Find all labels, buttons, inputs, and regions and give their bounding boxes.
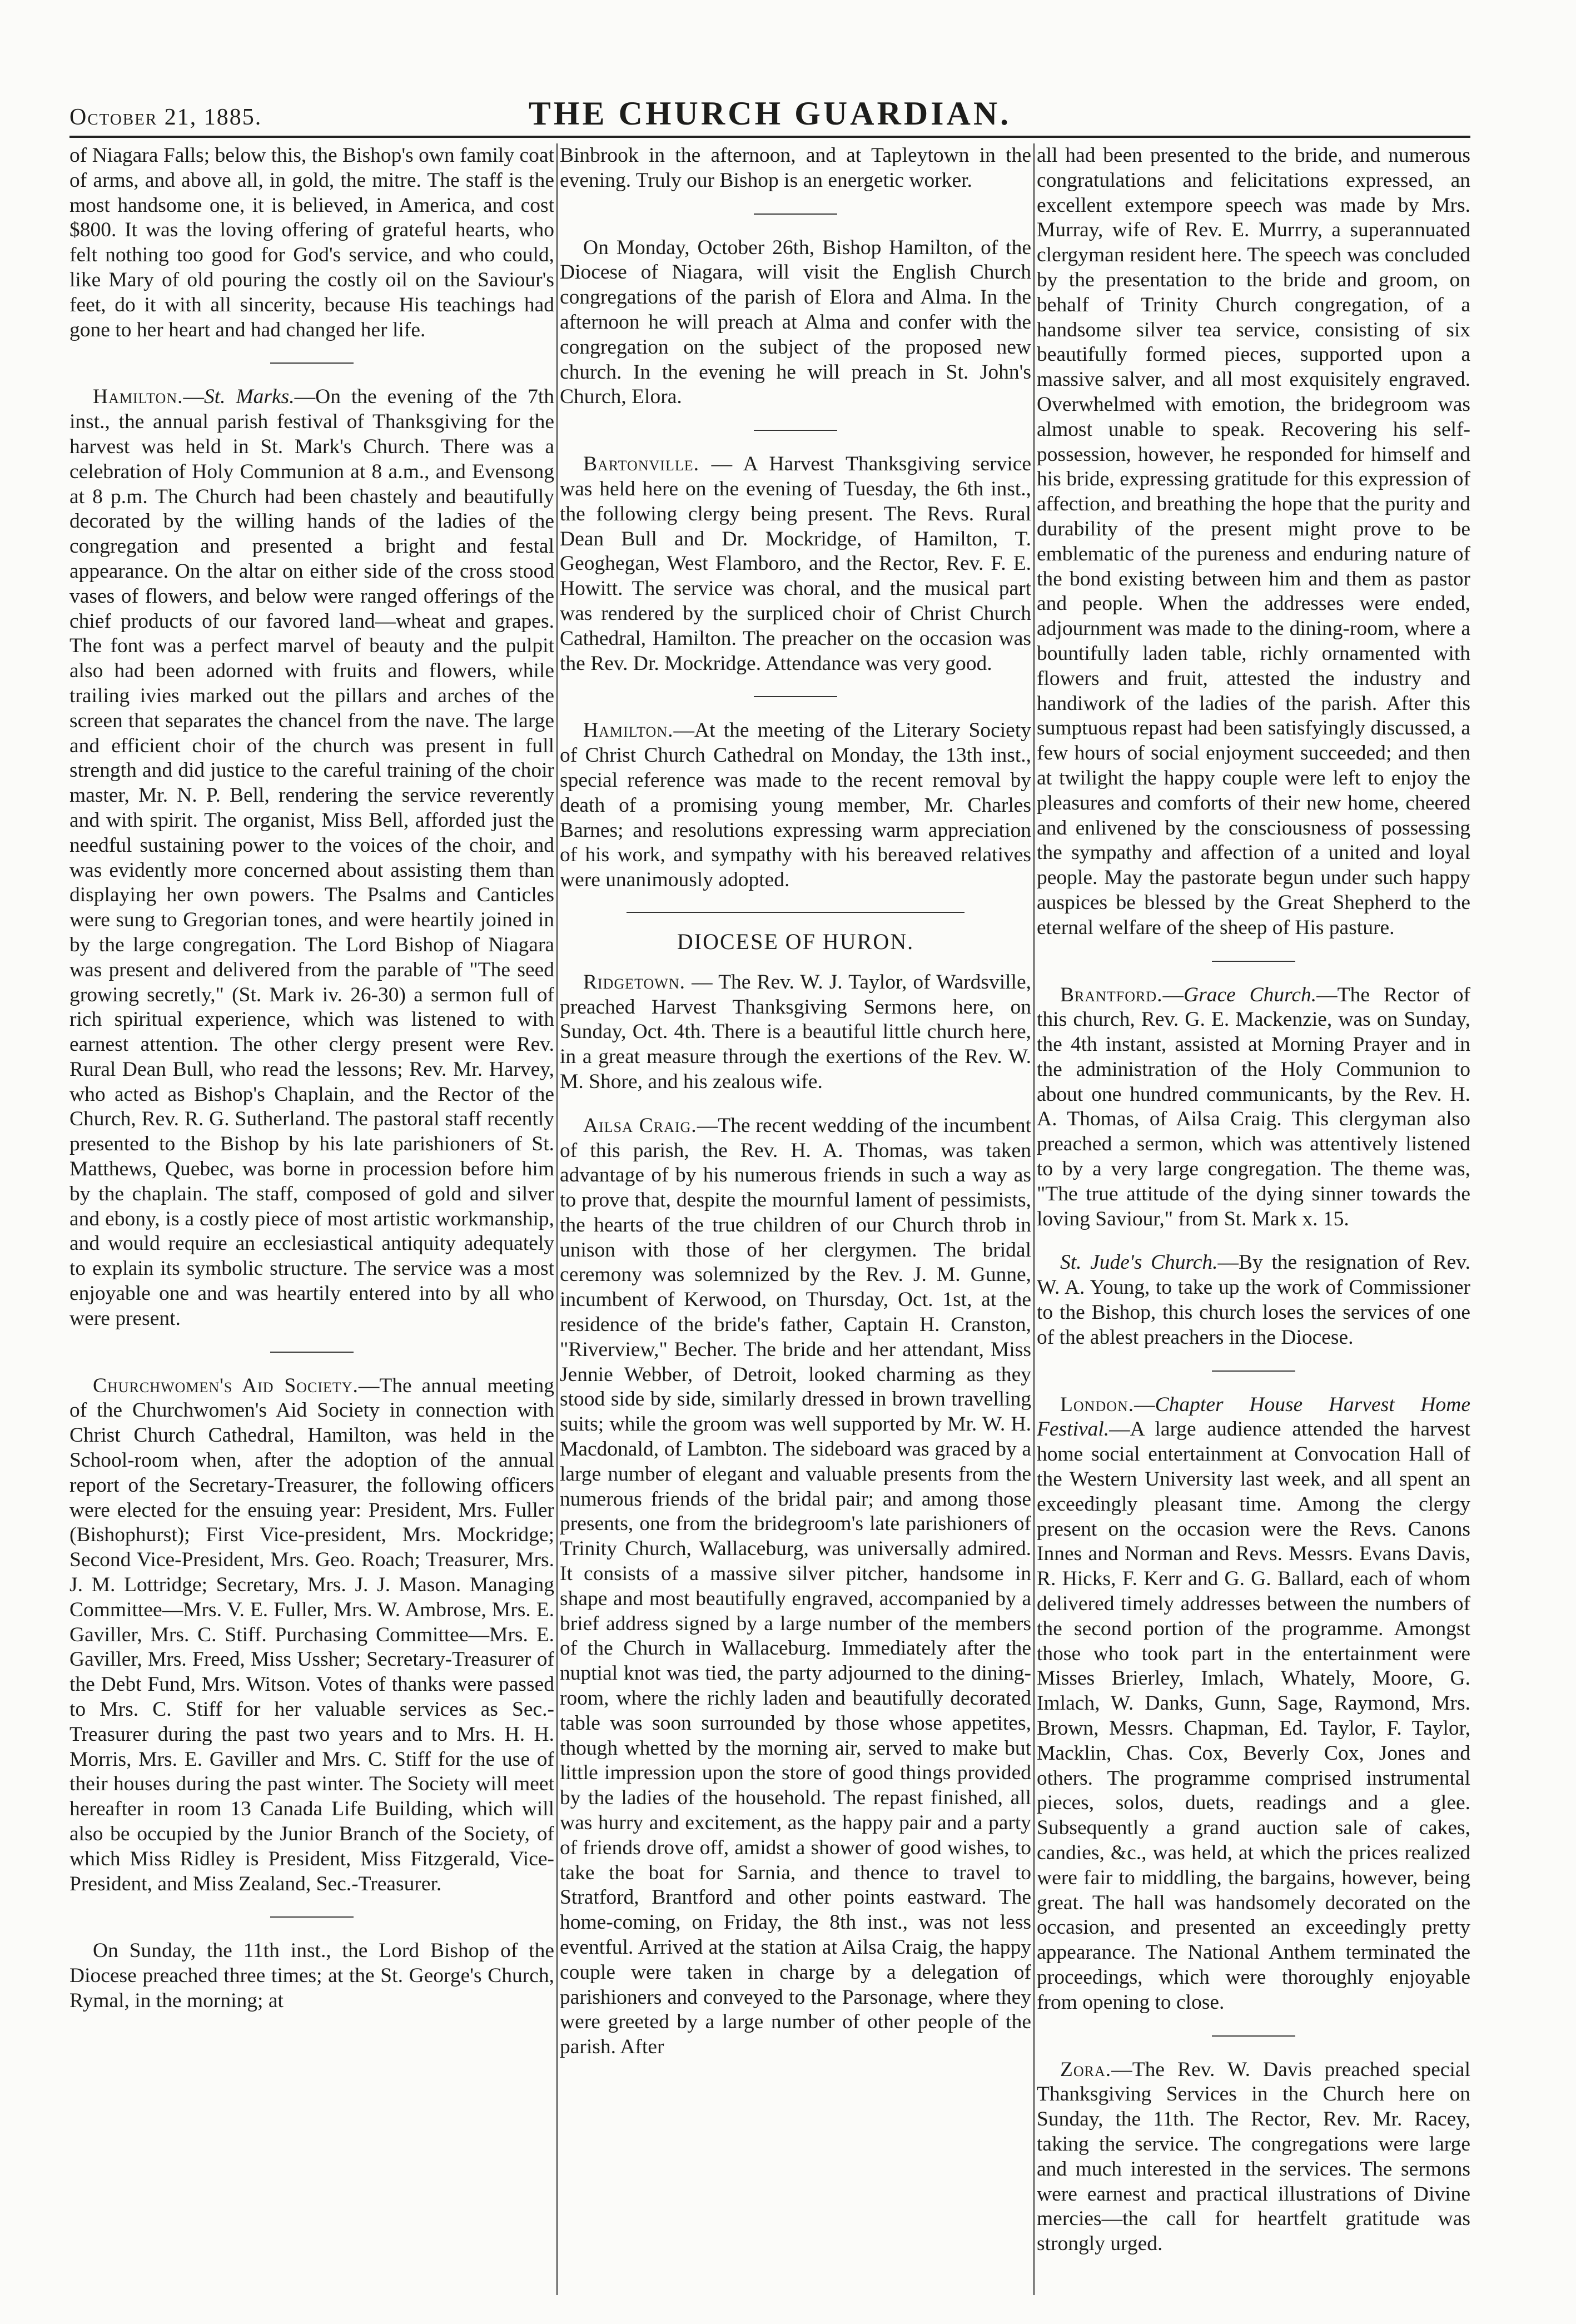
article-text: The recent wedding of the incumbent of this parish, the Rev. H. A. Thomas, was taken advantage of by his numerous friends in such a way as to prove that, despite the mournful lament of pessimists, the hearts of the true children of our Church throb in unison with those of her clergymen. The bridal ceremony was solemnized by the Rev. J. M. Gunne, incumbent of Kerwood, on Thursday, Oct. 1st, at the residence of the bride's father, Captain H. Cranston, "Riverview," Becher. The bride and her attendant, Miss Jennie Webber, of Detroit, looked charming as they stood side by side, similarly dressed in brown travelling suits; while the groom was well supported by Mr. W. H. Macdonald, of Lambton. The sideboard was graced by a large number of elegant and valuable presents from the numerous friends of the bridal pair; and among those presents, one from the bridegroom's late parishioners of Trinity Church, Wallaceburg, was universally admired. It consists of a massive silver pitcher, handsome in shape and most beautifully engraved, accompanied by a brief address signed by a large number of the members of the Church in Wallaceburg. Immediately after the nuptial knot was tied, the party adjourned to the dining-room, where the richly laden and beautifully decorated table was soon surrounded by those whose appetites, though whetted by the morning air, served to make but little impression upon the store of good things provided by the ladies of the household. The repast finished, all was hurry and excitement, as the happy pair and a party of friends drove off, amidst a shower of good wishes, to take the boat for Sarnia, and thence to travel to Stratford, Brantford and other points eastward. The home-coming, on Friday, the 8th inst., was not less eventful. Arrived at the station at Ailsa Craig, the happy couple were taken in charge by a delegation of parishioners and conveyed to the Parsonage, where they were greeted by a large number of other people of the parish. After	[560, 1114, 1031, 2059]
article-paragraph: London.—Chapter House Harvest Home Festival.—A large audience attended the harvest home social entertainment at Convocation Hall of the Western University last week, and all spent an exceedingly pleasant time. Among the clergy present on the occasion were the Revs. Canons Innes and Norman and Revs. Messrs. Evans Davis, R. Hicks, F. Kerr and G. G. Ballard, each of whom delivered timely addresses between the numbers of the second portion of the programme. Amongst those who took part in the entertainment were Misses Brierley, Imlach, Whately, Moore, G. Imlach, W. Danks, Gunn, Sage, Raymond, Mrs. Brown, Messrs. Chapman, Ed. Taylor, F. Taylor, Macklin, Chas. Cox, Beverly Cox, Jones and others. The programme comprised instrumental pieces, solos, duets, readings and a glee. Subsequently a grand auction sale of cakes, candies, &c., was held, at which the prices realized were fair to middling, the bargains, however, being great. The hall was handsomely decorated on the occasion, and presented an exceedingly pretty appearance. The National Anthem terminated the proceedings, which were thoroughly enjoyable from opening to close.	[1037, 1393, 1470, 2014]
issue-date: October 21, 1885.	[69, 105, 262, 130]
church-lead: Grace Church.	[1184, 983, 1317, 1006]
separator-rule	[270, 362, 354, 364]
article-text: A large audience attended the harvest home social entertainment at Convocation Hall of the Western University last week, and all spent an exceedingly pleasant time. Among the clergy present on the occasion were the Revs. Canons Innes and Norman and Revs. Messrs. Evans Davis, R. Hicks, F. Kerr and G. G. Ballard, each of whom delivered timely addresses between the numbers of the second portion of the programme. Amongst those who took part in the entertainment were Misses Brierley, Imlach, Whately, Moore, G. Imlach, W. Danks, Gunn, Sage, Raymond, Mrs. Brown, Messrs. Chapman, Ed. Taylor, F. Taylor, Macklin, Chas. Cox, Beverly Cox, Jones and others. The programme comprised instrumental pieces, solos, duets, readings and a glee. Subsequently a grand auction sale of cakes, candies, &c., was held, at which the prices realized were fair to middling, the bargains, however, being great. The hall was handsomely decorated on the occasion, and presented an exceedingly pretty appearance. The National Anthem terminated the proceedings, which were thoroughly enjoyable from opening to close.	[1037, 1418, 1470, 2014]
article-text: The Rev. W. J. Taylor, of Wardsville, preached Harvest Thanksgiving Sermons here, on Sunday, Oct. 4th. There is a beautiful little church here, in a great measure through the exertions of the Rev. W. M. Shore, and his zealous wife.	[560, 970, 1031, 1093]
place-lead: Bartonville.	[583, 453, 699, 476]
section-heading: DIOCESE OF HURON.	[677, 928, 914, 954]
place-lead: Hamilton.	[93, 385, 183, 409]
article-text: On the evening of the 7th inst., the annual parish festival of Thanksgiving for the harvest was held in St. Mark's Church. There was a celebration of Holy Communion at 8 a.m., and Evensong at 8 p.m. The Church had been chastely and beautifully decorated by the willing hands of the ladies of the congregation and presented a bright and festal appearance. On the altar on either side of the cross stood vases of flowers, and below were ranged offerings of the chief products of our favored land—wheat and grapes. The font was a perfect marvel of beauty and the pulpit also had been adorned with fruits and flowers, while trailing ivies marked out the pillars and arches of the screen that separates the chancel from the nave. The large and efficient choir of the church was present in full strength and did justice to the careful training of the choir master, Mr. N. P. Bell, rendering the service reverently and with spirit. The organist, Miss Bell, afforded just the needful sustaining power to the voices of the choir, and was evidently more concerned about assisting them than displaying her own powers. The Psalms and Canticles were sung to Gregorian tones, and were heartily joined in by the large congregation. The Lord Bishop of Niagara was present and delivered from the parable of "The seed growing secretly," (St. Mark iv. 26-30) a sermon full of rich spiritual experience, which was listened to with earnest attention. The other clergy present were Rev. Rural Dean Bull, who read the lessons; Rev. Mr. Harvey, who acted as Bishop's Chaplain, and the Rector of the Church, Rev. R. G. Sutherland. The pastoral staff recently presented to the Bishop by his late parishioners of St. Matthews, Quebec, was borne in procession before him by the chaplain. The staff, composed of gold and silver and ebony, is a costly piece of most artistic workmanship, and would require an ecclesiastical antiquity adequately to explain its symbolic structure. The service was a most enjoyable one and was heartily entered into by all who were present.	[69, 385, 554, 1330]
column-3	[1037, 143, 1470, 2295]
article-paragraph: Brantford.—Grace Church.—The Rector of this church, Rev. G. E. Mackenzie, was on Sunday, the 4th instant, assisted at Morning Prayer and in the administration of the Holy Communion to about one hundred communicants, by the Rev. H. A. Thomas, of Ailsa Craig. This clergyman also preached a sermon, which was attentively listened to by a very large congregation. The theme was, "The true attitude of the dying sinner towards the loving Saviour," from St. Mark x. 15.	[1037, 983, 1470, 1230]
church-lead: St. Marks.	[203, 385, 295, 409]
article-paragraph: Ridgetown. — The Rev. W. J. Taylor, of Wardsville, preached Harvest Thanksgiving Sermons here, on Sunday, Oct. 4th. There is a beautiful little church here, in a great measure through the exertions of the Rev. W. M. Shore, and his zealous wife.	[560, 970, 1031, 1093]
article-text: A Harvest Thanksgiving service was held here on the evening of Tuesday, the 6th inst., the following clergy being present. The Revs. Rural Dean Bull and Dr. Mockridge, of Hamilton, T. Geoghegan, West Flamboro, and the Rector, Rev. F. E. Howitt. The service was choral, and the musical part was rendered by the surpliced choir of Christ Church Cathedral, Hamilton. The preacher on the occasion was the Rev. Dr. Mockridge. Attendance was very good.	[560, 453, 1031, 675]
article-paragraph: St. Jude's Church.—By the resignation of Rev. W. A. Young, to take up the work of Commissioner to the Bishop, this church loses the services of one of the ablest preachers in the Diocese.	[1037, 1251, 1470, 1349]
column-divider	[556, 143, 558, 2295]
article-paragraph: Zora.—The Rev. W. Davis preached special Thanksgiving Services in the Church here on Sunday, the 11th. The Rector, Rev. Mr. Racey, taking the service. The congregations were large and much interested in the services. The sermons were earnest and practical illustrations of Divine mercies—the call for heartfelt gratitude was strongly urged.	[1037, 2058, 1470, 2256]
separator-rule	[754, 430, 837, 431]
article-text: By the resignation of Rev. W. A. Young, to take up the work of Commissioner to the Bishop, this church loses the services of one of the ablest preachers in the Diocese.	[1037, 1251, 1470, 1349]
place-lead: Brantford.	[1060, 983, 1163, 1006]
place-lead: Ridgetown.	[583, 970, 685, 994]
article-paragraph: Churchwomen's Aid Society.—The annual meeting of the Churchwomen's Aid Society in connection with Christ Church Cathedral, Hamilton, was held in the School-room when, after the adoption of the annual report of the Secretary-Treasurer, the following officers were elected for the ensuing year: President, Mrs. Fuller (Bishophurst); First Vice-president, Mrs. Mockridge; Second Vice-President, Mrs. Geo. Roach; Treasurer, Mrs. J. M. Lottridge; Secretary, Mrs. J. J. Mason. Managing Committee—Mrs. V. E. Fuller, Mrs. W. Ambrose, Mrs. E. Gaviller, Mrs. C. Stiff. Purchasing Committee—Mrs. E. Gaviller, Mrs. Freed, Miss Ussher; Secretary-Treasurer of the Debt Fund, Mrs. Witson. Votes of thanks were passed to Mrs. C. Stiff for her valuable services as Sec.-Treasurer during the past two years and to Mrs. H. H. Morris, Mrs. E. Gaviller and Mrs. C. Stiff for the use of their houses during the past winter. The Society will meet hereafter in room 13 Canada Life Building, which will also be occupied by the Junior Branch of the Society, of which Miss Ridley is President, Miss Fitzgerald, Vice-President, and Miss Zealand, Sec.-Treasurer.	[69, 1374, 554, 1895]
column-1	[69, 143, 554, 2295]
masthead	[69, 83, 1470, 136]
article-paragraph: Hamilton.—St. Marks.—On the evening of the 7th inst., the annual parish festival of Thanksgiving for the harvest was held in St. Mark's Church. There was a celebration of Holy Communion at 8 a.m., and Evensong at 8 p.m. The Church had been chastely and beautifully decorated by the willing hands of the ladies of the congregation and presented a bright and festal appearance. On the altar on either side of the cross stood vases of flowers, and below were ranged offerings of the chief products of our favored land—wheat and grapes. The font was a perfect marvel of beauty and the pulpit also had been adorned with fruits and flowers, while trailing ivies marked out the pillars and arches of the screen that separates the chancel from the nave. The large and efficient choir of the church was present in full strength and did justice to the careful training of the choir master, Mr. N. P. Bell, rendering the service reverently and with spirit. The organist, Miss Bell, afforded just the needful sustaining power to the voices of the choir, and was evidently more concerned about assisting them than displaying her own powers. The Psalms and Canticles were sung to Gregorian tones, and were heartily joined in by the large congregation. The Lord Bishop of Niagara was present and delivered from the parable of "The seed growing secretly," (St. Mark iv. 26-30) a sermon full of rich spiritual experience, which was listened to with earnest attention. The other clergy present were Rev. Rural Dean Bull, who read the lessons; Rev. Mr. Harvey, who acted as Bishop's Chaplain, and the Rector of the Church, Rev. R. G. Sutherland. The pastoral staff recently presented to the Bishop by his late parishioners of St. Matthews, Quebec, was borne in procession before him by the chaplain. The staff, composed of gold and silver and ebony, is a costly piece of most artistic workmanship, and would require an ecclesiastical antiquity adequately to explain its symbolic structure. The service was a most enjoyable one and was heartily entered into by all who were present.	[69, 385, 554, 1330]
separator-rule	[754, 696, 837, 697]
society-lead: Churchwomen's Aid Society.	[93, 1374, 359, 1397]
place-lead: London.	[1060, 1393, 1135, 1416]
section-rule	[627, 912, 965, 913]
article-paragraph: On Monday, October 26th, Bishop Hamilton, of the Diocese of Niagara, will visit the English Church congregations of the parish of Elora and Alma. In the afternoon he will preach at Alma and confer with the congregation on the subject of the proposed new church. In the evening he will preach in St. John's Church, Elora.	[560, 236, 1031, 409]
church-lead: St. Jude's Church.	[1060, 1251, 1218, 1274]
article-paragraph: all had been presented to the bride, and numerous congratulations and felicitations expressed, an excellent extempore speech was made by Mrs. Murray, wife of Rev. E. Murrry, a superannuated clergyman resident here. The speech was concluded by the presentation to the bride and groom, on behalf of Trinity Church congregation, of a handsome silver tea service, consisting of six beautifully formed pieces, supported upon a massive salver, and all most exquisitely engraved. Overwhelmed with emotion, the bridegroom was almost unable to speak. Recovering his self-possession, however, he responded for himself and his bride, expressing gratitude for this expression of affection, and breathing the hope that the purity and durability of the present might prove to be emblematic of the pureness and enduring nature of the bond existing between him and them as pastor and people. When the addresses were ended, adjournment was made to the dining-room, where a bountifully laden table, richly ornamented with flowers and fruit, attested the industry and handiwork of the ladies of the parish. After this sumptuous repast had been satisfyingly discussed, a few hours of social enjoyment succeeded; and then at twilight the happy couple were left to enjoy the pleasures and comforts of their new home, cheered and enlivened by the consciousness of possessing the sympathy and affection of a united and loyal people. May the pastorate begun under such happy auspices be blessed by the Great Shepherd to the eternal welfare of the sheep of His pasture.	[1037, 144, 1470, 939]
article-text: The Rev. W. Davis preached special Thanksgiving Services in the Church here on Sunday, the 11th. The Rector, Rev. Mr. Racey, taking the service. The congregations were large and much interested in the services. The sermons were earnest and practical illustrations of Divine mercies—the call for heartfelt gratitude was strongly urged.	[1037, 2058, 1470, 2256]
separator-rule	[270, 1352, 354, 1353]
column-divider	[1033, 143, 1035, 2295]
article-paragraph: Bartonville. — A Harvest Thanksgiving service was held here on the evening of Tuesday, the 6th inst., the following clergy being present. The Revs. Rural Dean Bull and Dr. Mockridge, of Hamilton, T. Geoghegan, West Flamboro, and the Rector, Rev. F. E. Howitt. The service was choral, and the musical part was rendered by the surpliced choir of Christ Church Cathedral, Hamilton. The preacher on the occasion was the Rev. Dr. Mockridge. Attendance was very good.	[560, 453, 1031, 675]
article-text: The annual meeting of the Churchwomen's Aid Society in connection with Christ Church Cathedral, Hamilton, was held in the School-room when, after the adoption of the annual report of the Secretary-Treasurer, the following officers were elected for the ensuing year: President, Mrs. Fuller (Bishophurst); First Vice-president, Mrs. Mockridge; Second Vice-President, Mrs. Geo. Roach; Treasurer, Mrs. J. M. Lottridge; Secretary, Mrs. J. J. Mason. Managing Committee—Mrs. V. E. Fuller, Mrs. W. Ambrose, Mrs. E. Gaviller, Mrs. C. Stiff. Purchasing Committee—Mrs. E. Gaviller, Mrs. Freed, Miss Ussher; Secretary-Treasurer of the Debt Fund, Mrs. Witson. Votes of thanks were passed to Mrs. C. Stiff for her valuable services as Sec.-Treasurer during the past two years and to Mrs. H. H. Morris, Mrs. E. Gaviller and Mrs. C. Stiff for the use of their houses during the past winter. The Society will meet hereafter in room 13 Canada Life Building, which will also be occupied by the Junior Branch of the Society, of which Miss Ridley is President, Miss Fitzgerald, Vice-President, and Miss Zealand, Sec.-Treasurer.	[69, 1374, 554, 1895]
article-paragraph: Hamilton.—At the meeting of the Literary Society of Christ Church Cathedral on Monday, the 13th inst., special reference was made to the recent removal by death of a promising young member, Mr. Charles Barnes; and resolutions expressing warm appreciation of his work, and sympathy with his bereaved relatives were unanimously adopted.	[560, 719, 1031, 892]
place-lead: Ailsa Craig.	[583, 1114, 697, 1137]
separator-rule	[270, 1916, 354, 1918]
article-paragraph: On Sunday, the 11th inst., the Lord Bishop of the Diocese preached three times; at the St. George's Church, Rymal, in the morning; at	[69, 1939, 554, 2012]
event-lead: Chapter House Harvest Home Festival.	[1037, 1393, 1470, 1441]
place-lead: Hamilton.	[583, 719, 674, 742]
column-2	[560, 143, 1031, 2295]
article-paragraph: Ailsa Craig.—The recent wedding of the incumbent of this parish, the Rev. H. A. Thomas, was taken advantage of by his numerous friends in such a way as to prove that, despite the mournful lament of pessimists, the hearts of the true children of our Church throb in unison with those of her clergymen. The bridal ceremony was solemnized by the Rev. J. M. Gunne, incumbent of Kerwood, on Thursday, Oct. 1st, at the residence of the bride's father, Captain H. Cranston, "Riverview," Becher. The bride and her attendant, Miss Jennie Webber, of Detroit, looked charming as they stood side by side, similarly dressed in brown travelling suits; while the groom was well supported by Mr. W. H. Macdonald, of Lambton. The sideboard was graced by a large number of elegant and valuable presents from the numerous friends of the bridal pair; and among those presents, one from the bridegroom's late parishioners of Trinity Church, Wallaceburg, was universally admired. It consists of a massive silver pitcher, handsome in shape and most beautifully engraved, accompanied by a brief address signed by a large number of the members of the Church in Wallaceburg. Immediately after the nuptial knot was tied, the party adjourned to the dining-room, where the richly laden and beautifully decorated table was soon surrounded by those whose appetites, though whetted by the morning air, served to make but little impression upon the store of good things provided by the ladies of the household. The repast finished, all was hurry and excitement, as the happy pair and a party of friends drove off, amidst a shower of good wishes, to take the boat for Sarnia, and thence to travel to Stratford, Brantford and other points eastward. The home-coming, on Friday, the 8th inst., was not less eventful. Arrived at the station at Ailsa Craig, the happy couple were taken in charge by a delegation of parishioners and conveyed to the Parsonage, where they were greeted by a large number of other people of the parish. After	[560, 1114, 1031, 2059]
article-paragraph: Binbrook in the afternoon, and at Tapleytown in the evening. Truly our Bishop is an energetic worker.	[560, 144, 1031, 192]
place-lead: Zora.	[1060, 2058, 1112, 2081]
article-paragraph: of Niagara Falls; below this, the Bishop's own family coat of arms, and above all, in gold, the mitre. The staff is the most handsome one, it is believed, in America, and cost $800. It was the loving offering of grateful hearts, who felt nothing too good for God's service, and who could, like Mary of old pouring the costly oil on the Saviour's feet, do it with all sincerity, because His teachings had gone to her heart and had changed her life.	[69, 144, 554, 341]
separator-rule	[1212, 1370, 1295, 1372]
separator-rule	[1212, 2035, 1295, 2037]
separator-rule	[1212, 961, 1295, 962]
masthead-rule	[69, 136, 1470, 138]
article-text: At the meeting of the Literary Society of Christ Church Cathedral on Monday, the 13th inst., special reference was made to the recent removal by death of a promising young member, Mr. Charles Barnes; and resolutions expressing warm appreciation of his work, and sympathy with his bereaved relatives were unanimously adopted.	[560, 719, 1031, 892]
newspaper-title: THE CHURCH GUARDIAN.	[528, 95, 1012, 132]
article-text: The Rector of this church, Rev. G. E. Mackenzie, was on Sunday, the 4th instant, assisted at Morning Prayer and in the administration of the Holy Communion to about one hundred communicants, by the Rev. H. A. Thomas, of Ailsa Craig. This clergyman also preached a sermon, which was attentively listened to by a very large congregation. The theme was, "The true attitude of the dying sinner towards the loving Saviour," from St. Mark x. 15.	[1037, 983, 1470, 1230]
separator-rule	[754, 213, 837, 215]
